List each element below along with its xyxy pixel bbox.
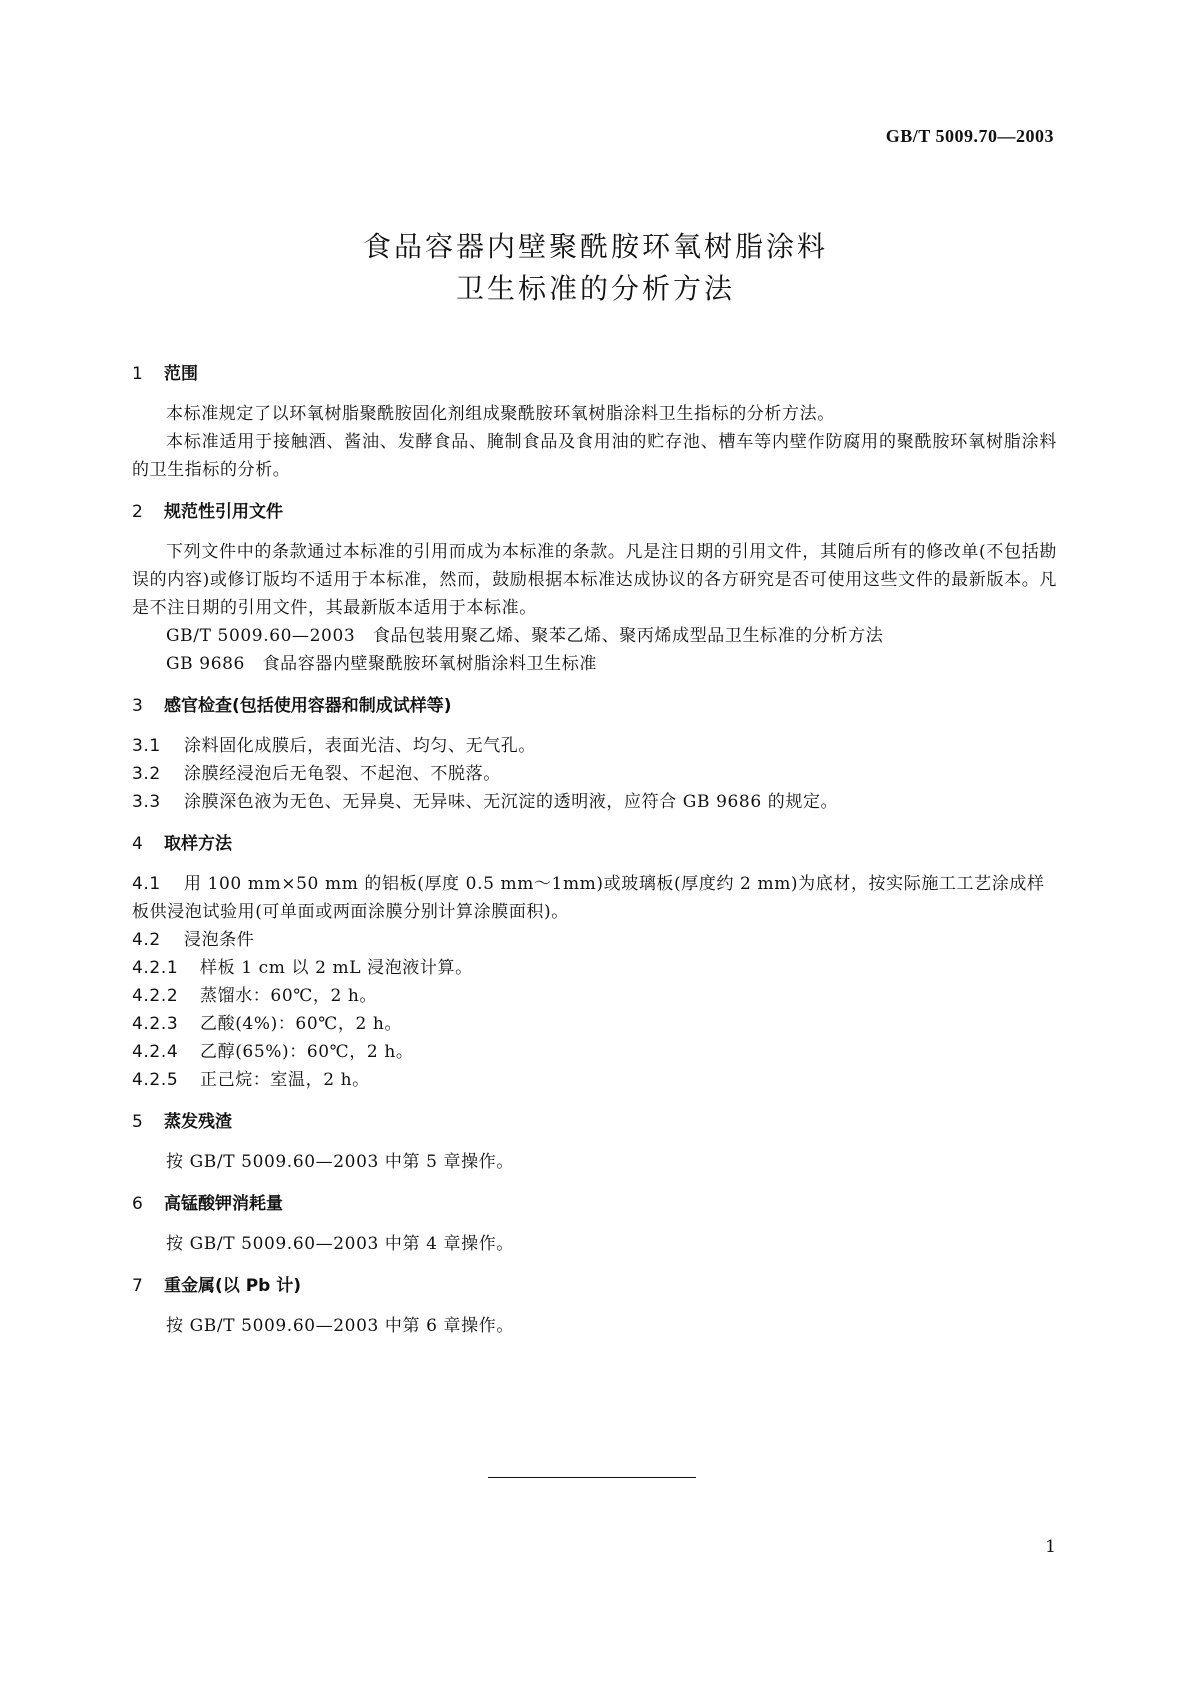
section-title: 取样方法 xyxy=(164,834,232,854)
section-title: 蒸发残渣 xyxy=(164,1112,232,1132)
standard-code: GB/T 5009.70—2003 xyxy=(885,126,1054,146)
end-rule xyxy=(488,1477,696,1478)
section-number: 6 xyxy=(132,1194,143,1214)
clause-text: 正己烷：室温，2 h。 xyxy=(200,1070,370,1090)
section-number: 4 xyxy=(132,834,143,854)
page-number: 1 xyxy=(1045,1537,1056,1557)
clause-item xyxy=(132,732,1057,760)
section-permanganate-consumption xyxy=(132,1190,1057,1258)
section-heading xyxy=(132,1272,1057,1300)
section-title: 高锰酸钾消耗量 xyxy=(164,1194,283,1214)
subclause-item xyxy=(132,1010,1057,1038)
clause-number: 4.2.5 xyxy=(132,1070,179,1090)
clause-text: 乙醇(65%)：60℃，2 h。 xyxy=(200,1042,414,1062)
reference-item: GB 9686 食品容器内壁聚酰胺环氧树脂涂料卫生标准 xyxy=(166,654,597,674)
document-body xyxy=(132,360,1057,1354)
section-title: 感官检查(包括使用容器和制成试样等) xyxy=(164,696,452,716)
section-number: 3 xyxy=(132,696,143,716)
reference-item: GB/T 5009.60—2003 食品包装用聚乙烯、聚苯乙烯、聚丙烯成型品卫生标准的分析方法 xyxy=(166,626,884,646)
clause-number: 4.2.4 xyxy=(132,1042,179,1062)
clause-text: 浸泡条件 xyxy=(184,930,255,950)
section-heading xyxy=(132,1190,1057,1218)
clause-number: 3.1 xyxy=(132,736,161,756)
section-sampling-method xyxy=(132,830,1057,1094)
clause-text: 用 100 mm×50 mm 的铝板(厚度 0.5 mm～1mm)或玻璃板(厚度约 2 mm)为底材，按实际施工工艺涂成样板供浸泡试验用(可单面或两面涂膜分别计算涂膜面积)。 xyxy=(132,874,1045,922)
section-heading xyxy=(132,692,1057,720)
section-scope xyxy=(132,360,1057,484)
section-number: 7 xyxy=(132,1276,143,1296)
clause-item xyxy=(132,870,1057,926)
clause-number: 3.3 xyxy=(132,792,161,812)
clause-text: 样板 1 cm 以 2 mL 浸泡液计算。 xyxy=(200,958,473,978)
document-title xyxy=(0,226,1191,310)
section-heading xyxy=(132,830,1057,858)
section-title: 重金属(以 Pb 计) xyxy=(164,1276,302,1296)
clause-number: 4.2.3 xyxy=(132,1014,179,1034)
clause-number: 4.2 xyxy=(132,930,161,950)
subclause-item xyxy=(132,1038,1057,1066)
paragraph: 本标准规定了以环氧树脂聚酰胺固化剂组成聚酰胺环氧树脂涂料卫生指标的分析方法。 xyxy=(166,404,835,424)
paragraph: 下列文件中的条款通过本标准的引用而成为本标准的条款。凡是注日期的引用文件，其随后所有的修改单(不包括勘误的内容)或修订版均不适用于本标准，然而，鼓励根据本标准达成协议的各方研究是否可使用这些文件的最新版本。凡是不注日期的引用文件，其最新版本适用于本标准。 xyxy=(132,542,1057,618)
section-title: 范围 xyxy=(164,364,198,384)
paragraph: 按 GB/T 5009.60—2003 中第 5 章操作。 xyxy=(166,1152,514,1172)
clause-text: 涂料固化成膜后，表面光洁、均匀、无气孔。 xyxy=(184,736,536,756)
section-heading xyxy=(132,1108,1057,1136)
clause-text: 涂膜经浸泡后无龟裂、不起泡、不脱落。 xyxy=(184,764,501,784)
title-line-1: 食品容器内壁聚酰胺环氧树脂涂料 xyxy=(362,230,828,263)
subclause-item xyxy=(132,982,1057,1010)
paragraph: 按 GB/T 5009.60—2003 中第 6 章操作。 xyxy=(166,1316,514,1336)
section-title: 规范性引用文件 xyxy=(164,502,283,522)
clause-item xyxy=(132,760,1057,788)
clause-text: 蒸馏水：60℃，2 h。 xyxy=(200,986,378,1006)
subclause-item xyxy=(132,1066,1057,1094)
section-normative-references xyxy=(132,498,1057,678)
clause-number: 4.1 xyxy=(132,874,161,894)
clause-text: 乙酸(4%)：60℃，2 h。 xyxy=(200,1014,403,1034)
clause-item xyxy=(132,926,1057,954)
section-number: 5 xyxy=(132,1112,143,1132)
section-heavy-metals xyxy=(132,1272,1057,1340)
section-number: 2 xyxy=(132,502,143,522)
section-number: 1 xyxy=(132,364,143,384)
clause-text: 涂膜深色液为无色、无异臭、无异味、无沉淀的透明液，应符合 GB 9686 的规定。 xyxy=(184,792,839,812)
clause-number: 4.2.1 xyxy=(132,958,179,978)
paragraph: 按 GB/T 5009.60—2003 中第 4 章操作。 xyxy=(166,1234,514,1254)
clause-item xyxy=(132,788,1057,816)
section-heading xyxy=(132,360,1057,388)
section-evaporation-residue xyxy=(132,1108,1057,1176)
paragraph: 本标准适用于接触酒、酱油、发酵食品、腌制食品及食用油的贮存池、槽车等内壁作防腐用的聚酰胺环氧树脂涂料的卫生指标的分析。 xyxy=(132,432,1057,480)
section-sensory-inspection xyxy=(132,692,1057,816)
clause-number: 3.2 xyxy=(132,764,161,784)
subclause-item xyxy=(132,954,1057,982)
clause-number: 4.2.2 xyxy=(132,986,179,1006)
section-heading xyxy=(132,498,1057,526)
title-line-2: 卫生标准的分析方法 xyxy=(455,272,735,305)
